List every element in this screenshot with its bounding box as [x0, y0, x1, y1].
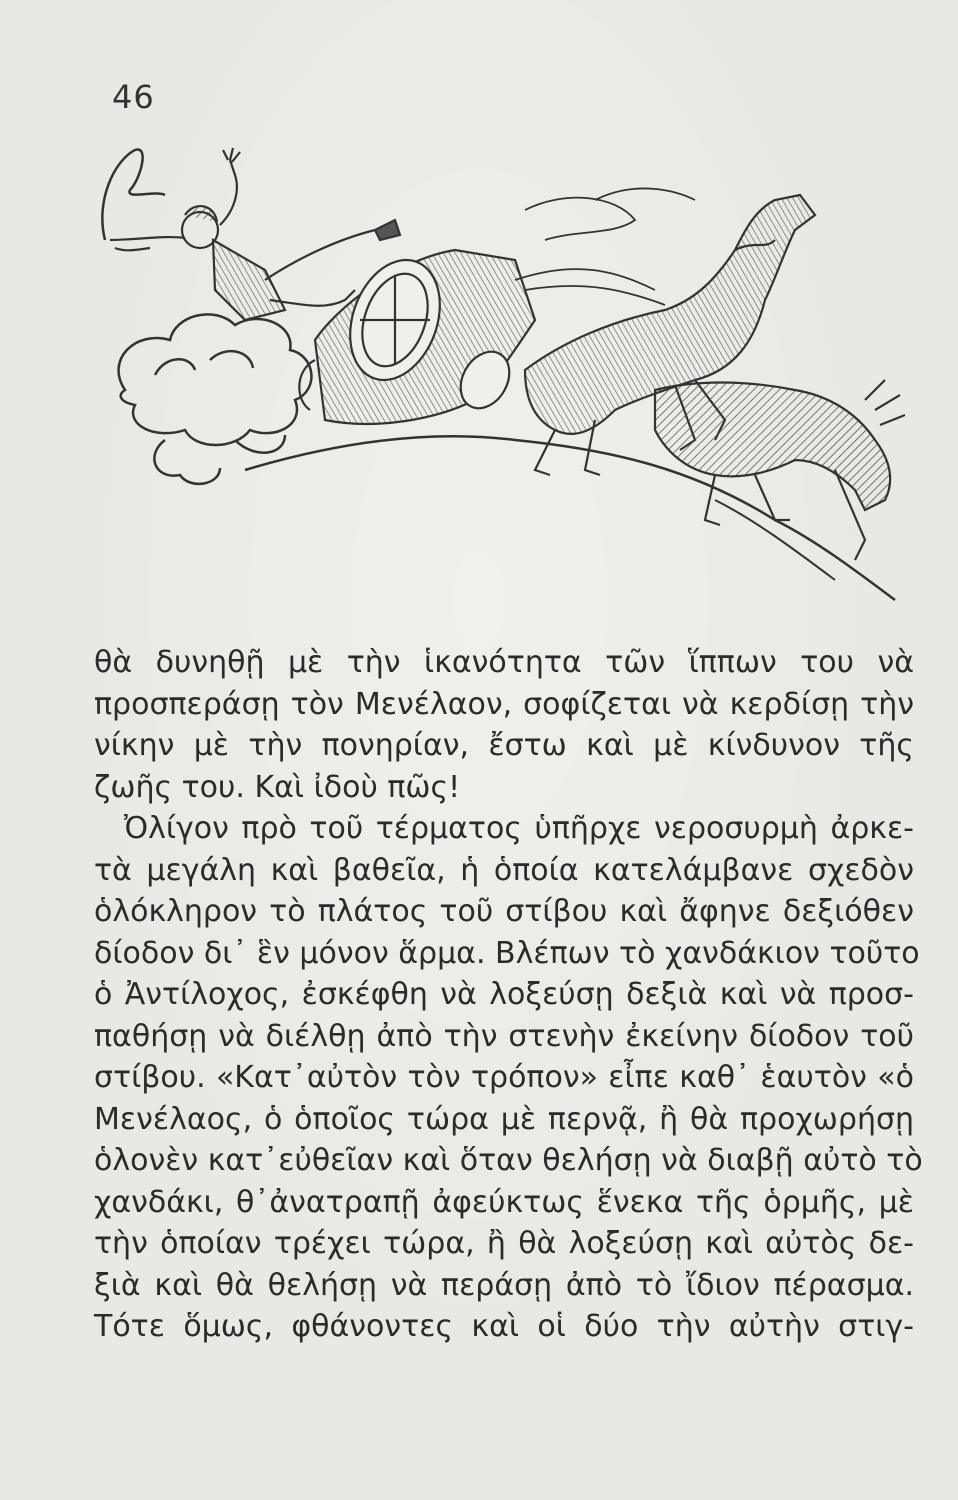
- text-line: στίβου. «Κατ᾽αὐτὸν τὸν τρόπον» εἶπε καθ᾽ ἑαυτὸν «ὁ: [94, 1060, 914, 1095]
- text-line: Ὀλίγον πρὸ τοῦ τέρματος ὑπῆρχε νεροσυρμὴ ἀρκε-: [124, 811, 914, 846]
- text-line: προσπεράσῃ τὸν Μενέλαον, σοφίζεται νὰ κερδίσῃ τὴν: [94, 686, 914, 722]
- text-line: νίκην μὲ τὴν πονηρίαν, ἔστω καὶ μὲ κίνδυνον τῆς: [94, 728, 914, 763]
- text-line: ξιὰ καὶ θὰ θελήσῃ νὰ περάσῃ ἀπὸ τὸ ἴδιον πέρασμα.: [94, 1267, 914, 1303]
- text-line: δίοδον δι᾽ ἓν μόνον ἅρμα. Βλέπων τὸ χανδάκιον τοῦτο: [94, 935, 920, 971]
- text-line: Τότε ὅμως, φθάνοντες καὶ οἱ δύο τὴν αὐτὴν στιγ-: [94, 1309, 914, 1344]
- text-line: ὁ Ἀντίλοχος, ἐσκέφθη νὰ λοξεύσῃ δεξιὰ καὶ νὰ προσ-: [94, 977, 914, 1012]
- horse-plunging: [655, 380, 905, 560]
- text-line: ὁλόκληρον τὸ πλάτος τοῦ στίβου καὶ ἄφηνε δεξιόθεν: [94, 894, 914, 929]
- overturned-chariot: [299, 247, 535, 424]
- chariot-crash-illustration: [95, 140, 915, 610]
- text-line: τὴν ὁποίαν τρέχει τώρα, ἢ θὰ λοξεύσῃ καὶ αὐτὸς δε-: [94, 1226, 914, 1261]
- text-line: θὰ δυνηθῇ μὲ τὴν ἱκανότητα τῶν ἵππων του νὰ: [94, 645, 914, 680]
- body-text: [94, 642, 923, 1348]
- text-line: Μενέλαος, ὁ ὁποῖος τώρα μὲ περνᾷ, ἢ θὰ προχωρήσῃ: [94, 1101, 914, 1137]
- falling-charioteer: [110, 148, 400, 320]
- text-line: παθήσῃ νὰ διέλθῃ ἀπὸ τὴν στενὴν ἐκείνην δίοδον τοῦ: [94, 1018, 914, 1054]
- text-line: χανδάκι, θ᾽ἀνατραπῇ ἀφεύκτως ἕνεκα τῆς ὁρμῆς, μὲ: [94, 1184, 914, 1220]
- reins: [515, 188, 695, 305]
- text-line: ὁλονὲν κατ᾽εὐθεῖαν καὶ ὅταν θελήσῃ νὰ διαβῇ αὐτὸ τὸ: [94, 1143, 923, 1178]
- whip: [102, 150, 165, 240]
- text-line: ζωῆς του. Καὶ ἰδοὺ πῶς!: [94, 769, 461, 805]
- page-number: 46: [112, 78, 155, 116]
- text-line: τὰ μεγάλη καὶ βαθεῖα, ἡ ὁποία κατελάμβανε σχεδὸν: [94, 852, 914, 888]
